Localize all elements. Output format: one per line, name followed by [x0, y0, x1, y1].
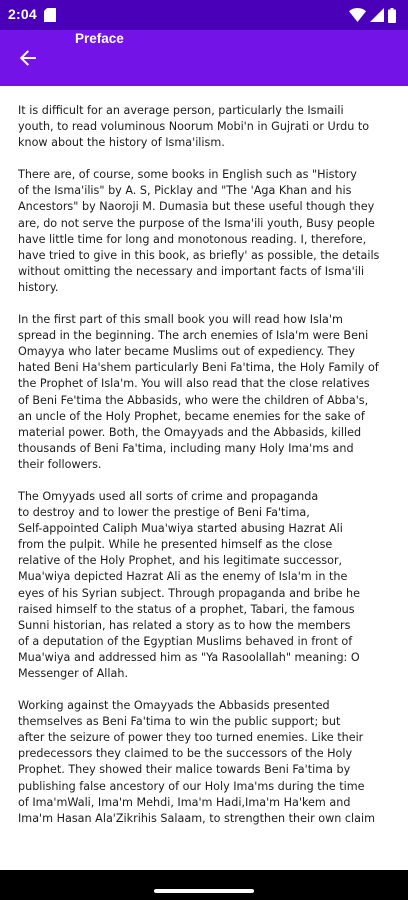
arrow-left-icon [18, 48, 38, 68]
status-icons [349, 7, 396, 23]
home-gesture-handle[interactable] [154, 889, 254, 893]
wifi-icon [349, 8, 366, 22]
status-time: 2:04 [8, 6, 37, 22]
app-bar [0, 30, 408, 86]
back-button[interactable] [14, 44, 42, 72]
status-bar [0, 0, 408, 30]
battery-icon [388, 8, 396, 23]
navigation-bar [0, 870, 408, 900]
paragraph: It is difficult for an average person, particularly the Ismaili youth, to read voluminous Noorum Mobi'n in Gujrati or Urdu to know about the history of Isma'ilism. [18, 104, 370, 150]
paragraph: There are, of course, some books in English such as "History of the Isma'ilis" by A. S, Picklay and "The 'Aga Khan and his Ancestors" by Naoroji M. Dumasia but these useful though they are, do not serve the purpose of the Isma'ili youth, Busy people have little time for long and monotonous reading. I, therefore, have tried to give in this book, as briefly' as possible, the details without omitting the necessary and important facts of Isma'ili history. [18, 168, 380, 294]
paragraph: Working against the Omayyads the Abbasids presented themselves as Beni Fa'tima to win the public support; but after the seizure of power they too turned enemies. Like their predecessors they claimed to be the successors of the Holy Prophet. They showed their malice towards Beni Fa'tima by publishing false ancestory of our Holy Ima'ms during the time of Ima'mWali, Ima'm Mehdi, Ima'm Hadi,Ima'm Ha'kem and Ima'm Hasan Ala'Zikrihis Salaam, to strengthen their own claim [18, 699, 376, 825]
paragraph: The Omyyads used all sorts of crime and propaganda to destroy and to lower the prestige of Beni Fa'tima, Self-appointed Caliph Mua'wiya started abusing Hazrat Ali from the pulpit. While he presented himself as the close relative of the Holy Prophet, and his legitimate successor, Mua'wiya depicted Hazrat Ali as the enemy of Isla'm in the eyes of his Syrian subject. Through propaganda and bribe he raised himself to the status of a prophet, Tabari, the famous Sunni historian, has related a story as to how the members of a deputation of the Egyptian Muslims behaved in front of Mua'wiya and addressed him as "Ya Rasoolallah" meaning: O Messenger of Allah. [18, 489, 360, 680]
paragraph: In the first part of this small book you will read how Isla'm spread in the beginning. The arch enemies of Isla'm were Beni Omayya who later became Muslims out of expediency. They hated Beni Ha'shem particularly Beni Fa'tima, the Holy Family of the Prophet of Isla'm. You will also read that the close relatives of Beni Fe'tima the Abbasids, who were the children of Abba's, an uncle of the Holy Prophet, became enemies for the sake of material power. Both, the Omayyads and the Abbasids, killed thousands of Beni Fa'tima, including many Holy Ima'ms and their followers. [18, 313, 379, 471]
page-title: Preface [75, 31, 124, 46]
preface-content[interactable] [18, 103, 392, 869]
cellular-signal-icon [370, 8, 384, 22]
sd-card-icon [44, 8, 56, 22]
